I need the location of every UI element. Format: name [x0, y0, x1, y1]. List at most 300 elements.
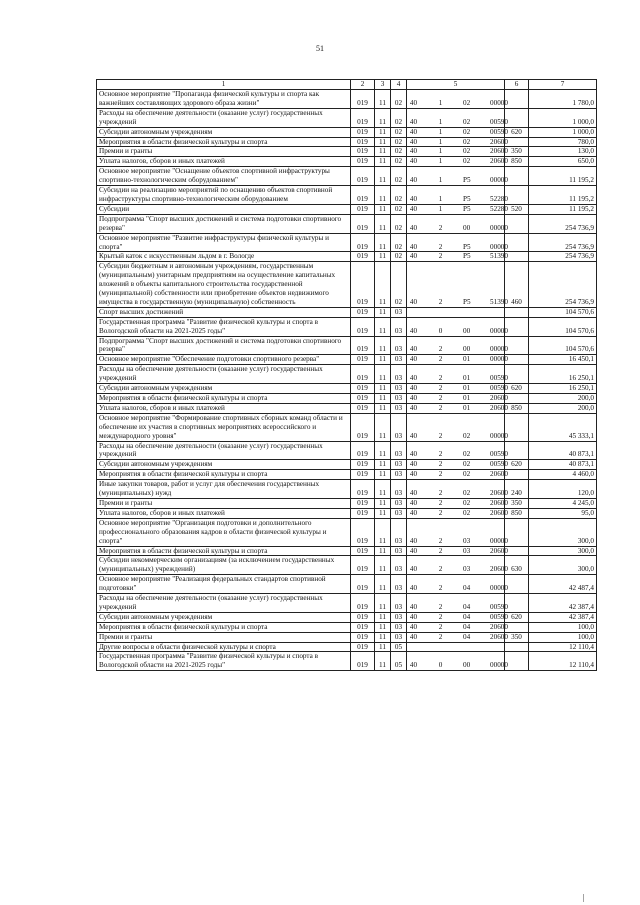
table-row	[97, 498, 597, 508]
table-row	[97, 355, 597, 365]
row-grbs: 019	[351, 403, 375, 413]
row-section: 11	[375, 403, 391, 413]
target-program: 40	[409, 565, 418, 574]
target-direction: 00590	[490, 460, 508, 469]
row-name: Мероприятия в области физической культуры и спорта	[97, 470, 351, 480]
row-subsection: 02	[391, 157, 407, 167]
target-program: 40	[409, 176, 418, 185]
row-subsection: 03	[391, 394, 407, 404]
row-section: 11	[375, 632, 391, 642]
row-target-item	[407, 262, 508, 308]
row-section: 11	[375, 90, 391, 109]
table-row	[97, 252, 597, 262]
target-subprogram: 1	[438, 98, 443, 107]
row-subsection: 03	[391, 355, 407, 365]
row-grbs: 019	[351, 575, 375, 594]
row-section: 11	[375, 460, 391, 470]
target-event: 01	[463, 394, 471, 402]
row-target-item	[407, 157, 508, 167]
row-target-item	[407, 612, 508, 622]
target-direction: 00000	[490, 355, 508, 364]
target-event: 02	[463, 498, 471, 507]
target-program: 40	[409, 584, 418, 593]
target-program: 40	[409, 355, 418, 364]
row-expense-type	[505, 518, 529, 546]
row-subsection: 03	[391, 480, 407, 499]
row-grbs: 019	[351, 137, 375, 147]
target-subprogram: 2	[438, 252, 443, 261]
row-target-item	[407, 336, 508, 355]
row-subsection: 03	[391, 508, 407, 518]
row-section: 11	[375, 317, 391, 336]
row-target-item	[407, 214, 508, 233]
target-program: 40	[409, 394, 418, 402]
row-name: Подпрограмма "Спорт высших достижений и система подготовки спортивного резерва"	[97, 214, 351, 233]
target-event: 04	[463, 622, 471, 631]
target-event: 00	[463, 326, 471, 335]
row-name: Субсидии некоммерческим организациям (за исключением государственных (муниципальных) учреждений)	[97, 556, 351, 575]
col-header-target-item: 5	[407, 80, 505, 90]
target-direction: 20600	[490, 489, 508, 498]
row-target-item	[407, 632, 508, 642]
row-target-item	[407, 394, 508, 404]
row-amount: 40 873,1	[529, 460, 597, 470]
row-subsection: 03	[391, 470, 407, 480]
row-subsection: 03	[391, 317, 407, 336]
target-direction: 00590	[490, 602, 508, 611]
table-row	[97, 233, 597, 252]
row-amount: 16 250,1	[529, 384, 597, 394]
target-subprogram: 2	[438, 297, 443, 306]
row-expense-type	[505, 413, 529, 441]
target-event: 02	[463, 431, 471, 440]
row-section: 11	[375, 262, 391, 308]
target-direction: 00000	[490, 223, 508, 232]
row-name: Расходы на обеспечение деятельности (оказание услуг) государственных учреждений	[97, 441, 351, 460]
row-section: 11	[375, 384, 391, 394]
row-grbs: 019	[351, 460, 375, 470]
row-grbs: 019	[351, 157, 375, 167]
target-event: 04	[463, 584, 471, 593]
row-section: 11	[375, 594, 391, 613]
target-program: 40	[409, 536, 418, 545]
row-name: Субсидии	[97, 204, 351, 214]
target-direction: 00000	[490, 98, 508, 107]
row-expense-type	[505, 233, 529, 252]
target-subprogram: 2	[438, 508, 443, 517]
row-target-item	[407, 137, 508, 147]
table-row	[97, 147, 597, 157]
target-program: 40	[409, 98, 418, 107]
row-grbs: 019	[351, 498, 375, 508]
row-name: Уплата налогов, сборов и иных платежей	[97, 403, 351, 413]
row-grbs: 019	[351, 365, 375, 384]
target-direction: 20600	[490, 622, 508, 631]
target-program: 40	[409, 326, 418, 335]
row-grbs: 019	[351, 508, 375, 518]
row-grbs: 019	[351, 413, 375, 441]
target-direction: 20600	[490, 546, 508, 555]
col-header-grbs: 2	[351, 80, 375, 90]
target-subprogram: 2	[438, 431, 443, 440]
row-grbs: 019	[351, 556, 375, 575]
target-direction: 20600	[490, 632, 508, 641]
target-event: 02	[463, 157, 471, 166]
target-event: 03	[463, 565, 471, 574]
row-amount: 12 110,4	[529, 642, 597, 652]
target-direction: 00000	[490, 326, 508, 335]
row-target-item	[407, 355, 508, 365]
row-target-item	[407, 470, 508, 480]
target-event: 03	[463, 546, 471, 555]
table-row	[97, 622, 597, 632]
row-section: 11	[375, 652, 391, 671]
row-amount: 42 387,4	[529, 612, 597, 622]
row-name: Основное мероприятие "Обеспечение подготовки спортивного резерва"	[97, 355, 351, 365]
target-subprogram: 2	[438, 223, 443, 232]
row-subsection: 03	[391, 403, 407, 413]
row-target-item	[407, 204, 508, 214]
row-grbs: 019	[351, 594, 375, 613]
target-program: 40	[409, 403, 418, 412]
target-event: 01	[463, 355, 471, 364]
row-expense-type	[505, 108, 529, 127]
target-subprogram: 2	[438, 546, 443, 555]
target-subprogram: 2	[438, 602, 443, 611]
target-subprogram: 2	[438, 403, 443, 412]
row-target-item	[407, 622, 508, 632]
table-row	[97, 336, 597, 355]
row-section: 11	[375, 167, 391, 186]
row-target-item	[407, 317, 508, 336]
target-subprogram: 1	[438, 147, 443, 156]
row-expense-type	[505, 441, 529, 460]
row-section: 11	[375, 575, 391, 594]
row-target-item	[407, 252, 508, 262]
row-subsection: 02	[391, 147, 407, 157]
row-grbs: 019	[351, 336, 375, 355]
table-row	[97, 556, 597, 575]
row-subsection: 03	[391, 336, 407, 355]
row-section: 11	[375, 355, 391, 365]
row-name: Другие вопросы в области физической культуры и спорта	[97, 642, 351, 652]
row-amount: 300,0	[529, 546, 597, 556]
row-amount: 254 736,9	[529, 214, 597, 233]
target-subprogram: 1	[438, 137, 443, 146]
table-row	[97, 642, 597, 652]
row-amount: 11 195,2	[529, 204, 597, 214]
row-subsection: 05	[391, 642, 407, 652]
target-subprogram: 1	[438, 127, 443, 136]
row-section: 11	[375, 307, 391, 317]
row-section: 11	[375, 336, 391, 355]
target-direction: 20600	[490, 508, 508, 517]
target-program: 40	[409, 632, 418, 641]
table-row	[97, 167, 597, 186]
target-direction: 20600	[490, 498, 508, 507]
row-name: Субсидии автономным учреждениям	[97, 460, 351, 470]
target-event: 03	[463, 536, 471, 545]
row-amount: 100,0	[529, 632, 597, 642]
row-section: 11	[375, 480, 391, 499]
row-target-item	[407, 233, 508, 252]
target-direction: 52280	[490, 194, 508, 203]
table-row	[97, 186, 597, 205]
target-event: P5	[463, 204, 471, 213]
row-section: 11	[375, 622, 391, 632]
row-name: Мероприятия в области физической культуры и спорта	[97, 622, 351, 632]
row-target-item	[407, 413, 508, 441]
row-subsection: 03	[391, 365, 407, 384]
target-direction: 00000	[490, 345, 508, 354]
row-grbs: 019	[351, 262, 375, 308]
row-expense-type: 850	[505, 403, 529, 413]
target-direction: 00590	[490, 127, 508, 136]
target-program: 40	[409, 508, 418, 517]
table-row	[97, 460, 597, 470]
target-subprogram: 2	[438, 394, 443, 402]
target-program: 40	[409, 137, 418, 146]
row-subsection: 05	[391, 652, 407, 671]
row-subsection: 02	[391, 186, 407, 205]
row-name: Субсидии автономным учреждениям	[97, 612, 351, 622]
target-program: 40	[409, 204, 418, 213]
table-row	[97, 413, 597, 441]
row-expense-type	[505, 652, 529, 671]
target-event: 01	[463, 384, 471, 393]
target-subprogram: 2	[438, 632, 443, 641]
row-section: 11	[375, 157, 391, 167]
row-amount: 254 736,9	[529, 262, 597, 308]
row-name: Крытый каток с искусственным льдом в г. Вологде	[97, 252, 351, 262]
row-amount: 16 250,1	[529, 365, 597, 384]
target-event: 02	[463, 137, 471, 146]
row-amount: 300,0	[529, 518, 597, 546]
target-event: 02	[463, 147, 471, 156]
target-program: 40	[409, 157, 418, 166]
row-name: Государственная программа "Развитие физической культуры и спорта в Вологодской области на 2021-2025 годы"	[97, 317, 351, 336]
target-event: 01	[463, 374, 471, 383]
row-subsection: 03	[391, 632, 407, 642]
row-grbs: 019	[351, 622, 375, 632]
target-direction: 00590	[490, 612, 508, 621]
table-row	[97, 307, 597, 317]
row-amount: 104 570,6	[529, 336, 597, 355]
row-section: 11	[375, 137, 391, 147]
row-section: 11	[375, 394, 391, 404]
row-expense-type	[505, 307, 529, 317]
target-program: 40	[409, 470, 418, 479]
row-subsection: 03	[391, 622, 407, 632]
row-expense-type	[505, 167, 529, 186]
row-grbs: 019	[351, 518, 375, 546]
row-subsection: 03	[391, 556, 407, 575]
row-amount: 130,0	[529, 147, 597, 157]
target-direction: 52280	[490, 204, 508, 213]
row-name: Расходы на обеспечение деятельности (оказание услуг) государственных учреждений	[97, 365, 351, 384]
row-target-item	[407, 652, 508, 671]
target-direction: 20600	[490, 565, 508, 574]
target-direction: 00000	[490, 536, 508, 545]
target-direction: 00000	[490, 661, 508, 670]
target-direction: 00590	[490, 450, 508, 459]
target-subprogram: 0	[438, 661, 443, 670]
target-program: 40	[409, 194, 418, 203]
target-event: P5	[463, 194, 471, 203]
row-subsection: 03	[391, 612, 407, 622]
row-name: Основное мероприятие "Формирование спортивных сборных команд области и обеспечение их участия в спортивных мероприятиях всероссийского и международного уровня"	[97, 413, 351, 441]
target-direction: 20600	[490, 147, 508, 156]
row-subsection: 02	[391, 204, 407, 214]
row-target-item	[407, 167, 508, 186]
table-row	[97, 90, 597, 109]
target-direction: 00000	[490, 176, 508, 185]
target-event: P5	[463, 252, 471, 261]
row-expense-type: 620	[505, 612, 529, 622]
row-name: Субсидии автономным учреждениям	[97, 127, 351, 137]
row-expense-type: 630	[505, 556, 529, 575]
row-target-item	[407, 546, 508, 556]
target-event: 02	[463, 460, 471, 469]
target-program: 40	[409, 345, 418, 354]
row-amount: 4 245,0	[529, 498, 597, 508]
row-subsection: 02	[391, 214, 407, 233]
row-amount: 12 110,4	[529, 652, 597, 671]
target-subprogram: 2	[438, 460, 443, 469]
row-section: 11	[375, 147, 391, 157]
row-expense-type	[505, 394, 529, 404]
table-row	[97, 518, 597, 546]
row-grbs: 019	[351, 214, 375, 233]
row-section: 11	[375, 365, 391, 384]
row-expense-type: 620	[505, 127, 529, 137]
target-program: 40	[409, 384, 418, 393]
row-grbs: 019	[351, 652, 375, 671]
row-grbs: 019	[351, 317, 375, 336]
target-direction: 20600	[490, 137, 508, 146]
target-event: P5	[463, 297, 471, 306]
row-expense-type	[505, 642, 529, 652]
row-amount: 200,0	[529, 403, 597, 413]
row-expense-type	[505, 317, 529, 336]
target-event: 02	[463, 450, 471, 459]
row-subsection: 02	[391, 167, 407, 186]
row-amount: 780,0	[529, 137, 597, 147]
target-subprogram: 2	[438, 612, 443, 621]
target-subprogram: 2	[438, 450, 443, 459]
target-program: 40	[409, 450, 418, 459]
row-grbs: 019	[351, 204, 375, 214]
row-expense-type	[505, 594, 529, 613]
row-subsection: 02	[391, 137, 407, 147]
target-event: P5	[463, 176, 471, 185]
row-amount: 11 195,2	[529, 186, 597, 205]
row-subsection: 03	[391, 460, 407, 470]
row-section: 11	[375, 518, 391, 546]
row-expense-type: 350	[505, 147, 529, 157]
row-grbs: 019	[351, 147, 375, 157]
target-subprogram: 2	[438, 536, 443, 545]
target-subprogram: 1	[438, 204, 443, 213]
target-program: 40	[409, 374, 418, 383]
table-row	[97, 127, 597, 137]
target-subprogram: 2	[438, 345, 443, 354]
row-grbs: 019	[351, 186, 375, 205]
col-header-section: 3	[375, 80, 391, 90]
row-grbs: 019	[351, 546, 375, 556]
row-section: 11	[375, 642, 391, 652]
target-program: 40	[409, 252, 418, 261]
table-row	[97, 632, 597, 642]
target-program: 40	[409, 117, 418, 126]
target-event: 00	[463, 661, 471, 670]
target-program: 40	[409, 498, 418, 507]
row-subsection: 02	[391, 127, 407, 137]
column-number-row	[97, 80, 597, 90]
target-event: 02	[463, 98, 471, 107]
row-grbs: 019	[351, 480, 375, 499]
target-subprogram: 2	[438, 565, 443, 574]
row-amount: 45 333,1	[529, 413, 597, 441]
row-name: Субсидии автономным учреждениям	[97, 384, 351, 394]
row-amount: 42 487,4	[529, 575, 597, 594]
row-target-item	[407, 147, 508, 157]
target-event: 02	[463, 508, 471, 517]
row-name: Премии и гранты	[97, 632, 351, 642]
row-amount: 300,0	[529, 556, 597, 575]
table-row	[97, 365, 597, 384]
target-program: 40	[409, 489, 418, 498]
row-amount: 11 195,2	[529, 167, 597, 186]
target-direction: 00590	[490, 384, 508, 393]
target-event: P5	[463, 242, 471, 251]
row-section: 11	[375, 252, 391, 262]
row-subsection: 03	[391, 546, 407, 556]
row-section: 11	[375, 186, 391, 205]
row-amount: 1 000,0	[529, 127, 597, 137]
target-direction: 00590	[490, 374, 508, 383]
row-name: Основное мероприятие "Пропаганда физической культуры и спорта как важнейших составляющих здорового образа жизни"	[97, 90, 351, 109]
row-subsection: 03	[391, 594, 407, 613]
row-name: Расходы на обеспечение деятельности (оказание услуг) государственных учреждений	[97, 108, 351, 127]
row-section: 11	[375, 127, 391, 137]
row-expense-type: 850	[505, 157, 529, 167]
table-row	[97, 214, 597, 233]
row-expense-type	[505, 137, 529, 147]
row-amount: 95,0	[529, 508, 597, 518]
target-subprogram: 2	[438, 470, 443, 479]
row-subsection: 03	[391, 498, 407, 508]
row-amount: 42 387,4	[529, 594, 597, 613]
row-section: 11	[375, 612, 391, 622]
row-section: 11	[375, 214, 391, 233]
row-expense-type: 350	[505, 632, 529, 642]
target-direction: 00590	[490, 117, 508, 126]
row-amount: 16 450,1	[529, 355, 597, 365]
row-amount: 200,0	[529, 394, 597, 404]
target-direction: 20600	[490, 403, 508, 412]
row-name: Мероприятия в области физической культуры и спорта	[97, 546, 351, 556]
target-subprogram: 2	[438, 622, 443, 631]
target-direction: 20600	[490, 470, 508, 479]
row-expense-type: 350	[505, 498, 529, 508]
row-amount: 120,0	[529, 480, 597, 499]
row-expense-type	[505, 186, 529, 205]
row-section: 11	[375, 498, 391, 508]
row-expense-type: 850	[505, 508, 529, 518]
row-target-item	[407, 498, 508, 508]
row-amount: 1 000,0	[529, 108, 597, 127]
